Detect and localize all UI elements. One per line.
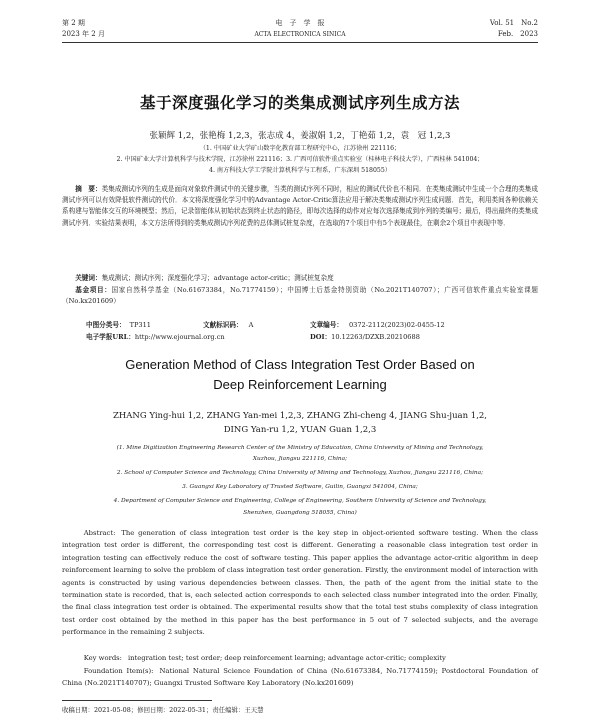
abstract-en [62,527,538,639]
date-cn: 2023 年 2 月 [62,30,105,38]
fund-en-text: National Natural Science Foundation of China (No.61673384, No.71774159); Postdoctoral Foundation of China (No.2021T140707); Guangxi Trusted Software Key Laboratory (No.kx201609) [62,667,538,688]
affiliation-cn-1: （1. 中国矿业大学矿山数字化教育部工程研究中心，江苏徐州 221116； [199,145,401,152]
affiliation-cn-2: 2. 中国矿业大学计算机科学与技术学院，江苏徐州 221116；3. 广西可信软件重点实验室（桂林电子科技大学），广西桂林 541004； [116,156,484,163]
abstract-cn-label: 摘 要： [75,185,102,193]
affiliation-cn-3: 4. 南方科技大学工学院计算机科学与工程系，广东深圳 518055） [209,167,391,174]
document-code: 文献标识码： A [203,321,254,329]
abstract-cn-text: 类集成测试序列的生成是面向对象软件测试中的关键步骤，当类的测试序列不同时，相应的测试代价也不相同．在类集成测试中生成一个合理的类集成测试序列可以有效降低软件测试的代价．本文将深度强化学习中的Advantage Actor-Critic算法应用于解决类集成测试序列生成问题．首先，利用类间各种依赖关系构建与智能体交互的环境模型；然后，记录智能体从初始状态到终止状态的路径，即每次选择的动作对应每次选择集成到序列的类编号；最后，得出最终的类集成测试序列．实验结果表明，本文方法所得到的类集成测试序列花费的总体测试桩复杂度，在选取的7个项目中有5个表现最佳，在剩余2个项目中表现中等． [62,185,539,227]
authors-en-line-1: ZHANG Ying-hui 1,2, ZHANG Yan-mei 1,2,3, ZHANG Zhi-cheng 4, JIANG Shu-juan 1,2, [112,411,488,421]
volume: Vol. 51 No.2 [489,19,538,27]
journal-name-cn: 电 子 学 报 [275,19,325,27]
affiliation-en-2: Xuzhou, Jiangsu 221116, China; [252,456,348,462]
abstract-en-text: The generation of class integration test order is the key step in object-oriented software testing. When the class integration test order is different, the corresponding test cost is different. Generating a reasonable class integration test order in integration testing can effectively reduce the cost of software testing. This paper applies the advantage actor-critic algorithm in deep reinforcement learning to solve the problem of class integration test order generation. Firstly, the environment model of interaction with agents is constructed by using various dependencies between classes. Then, the path of the agent from the initial state to the termination state is recorded, that is, each selected action corresponds to each selected class number integrated into the order. Finally, the final class integration test order is obtained. The experimental results show that the total test stubs complexity of class integration test order cost obtained by the method in this paper has the best performance in 5 out of 7 selected subjects, and the average performance in the remaining 2 subjects. [62,529,538,637]
footer-rule [62,700,212,701]
doi: DOI：10.12263/DZXB.20210688 [310,333,420,341]
affiliation-en-3: 2. School of Computer Science and Technology, China University of Mining and Technology, Xuzhou, Jiangsu 221116, China; [116,470,484,476]
keywords-cn-label: 关键词： [75,274,102,282]
keywords-cn [62,273,538,284]
article-number: 文章编号： 0372-2112(2023)02-0455-12 [310,321,445,329]
header-rule [62,42,538,43]
received-date: 收稿日期：2021-05-08；修回日期：2022-05-31；责任编辑：王天慧 [62,706,264,714]
authors-en-line-2: DING Yan-ru 1,2, YUAN Guan 1,2,3 [223,425,377,435]
keywords-en-label: Key words: [83,654,122,662]
paper-title-en-line-1: Generation Method of Class Integration Test Order Based on [125,357,475,372]
keywords-cn-text: 集成测试；测试序列；深度强化学习；advantage actor-critic；测试桩复杂度 [101,274,334,282]
affiliation-en-5: 4. Department of Computer Science and Engineering, College of Engineering, Southern University of Science and Technology, [113,498,487,504]
journal-url: 电子学报URL：http://www.ejournal.org.cn [86,333,225,341]
fund-cn-label: 基金项目： [75,286,112,294]
fund-en [62,665,538,690]
fund-en-label: Foundation Item(s): [83,667,154,675]
abstract-cn [62,184,538,229]
authors-cn: 张颖辉 1,2，张艳梅 1,2,3，张志成 4，姜淑娟 1,2，丁艳茹 1,2，袁 冠 1,2,3 [149,131,451,141]
affiliation-en-6: Shenzhen, Guangdong 518055, China) [243,510,357,516]
paper-title-en [40,355,560,395]
affiliation-en-4: 3. Guangxi Key Laboratory of Trusted Software, Guilin, Guangxi 541004, China; [182,484,418,490]
journal-name-en: ACTA ELECTRONICA SINICA [254,31,346,38]
paper-title-en-line-2: Deep Reinforcement Learning [213,377,387,392]
paper-title-cn: 基于深度强化学习的类集成测试序列生成方法 [139,93,460,112]
issue-cn: 第 2 期 [62,19,85,27]
clc-number: 中图分类号： TP311 [86,321,151,329]
keywords-en-text: integration test; test order; deep reinforcement learning; advantage actor-critic; complexity [127,654,446,662]
affiliation-en-1: (1. Mine Digitization Engineering Research Center of the Ministry of Education, China University of Mining and Technology, [116,445,484,451]
abstract-en-label: Abstract: [83,529,116,537]
fund-cn-text: 国家自然科学基金（No.61673384，No.71774159）；中国博士后基金特别资助（No.2021T140707）；广西可信软件重点实验室课题（No.kx201609） [62,286,539,306]
keywords-en [62,652,538,664]
date-en: Feb. 2023 [497,30,538,38]
fund-cn [62,285,538,307]
